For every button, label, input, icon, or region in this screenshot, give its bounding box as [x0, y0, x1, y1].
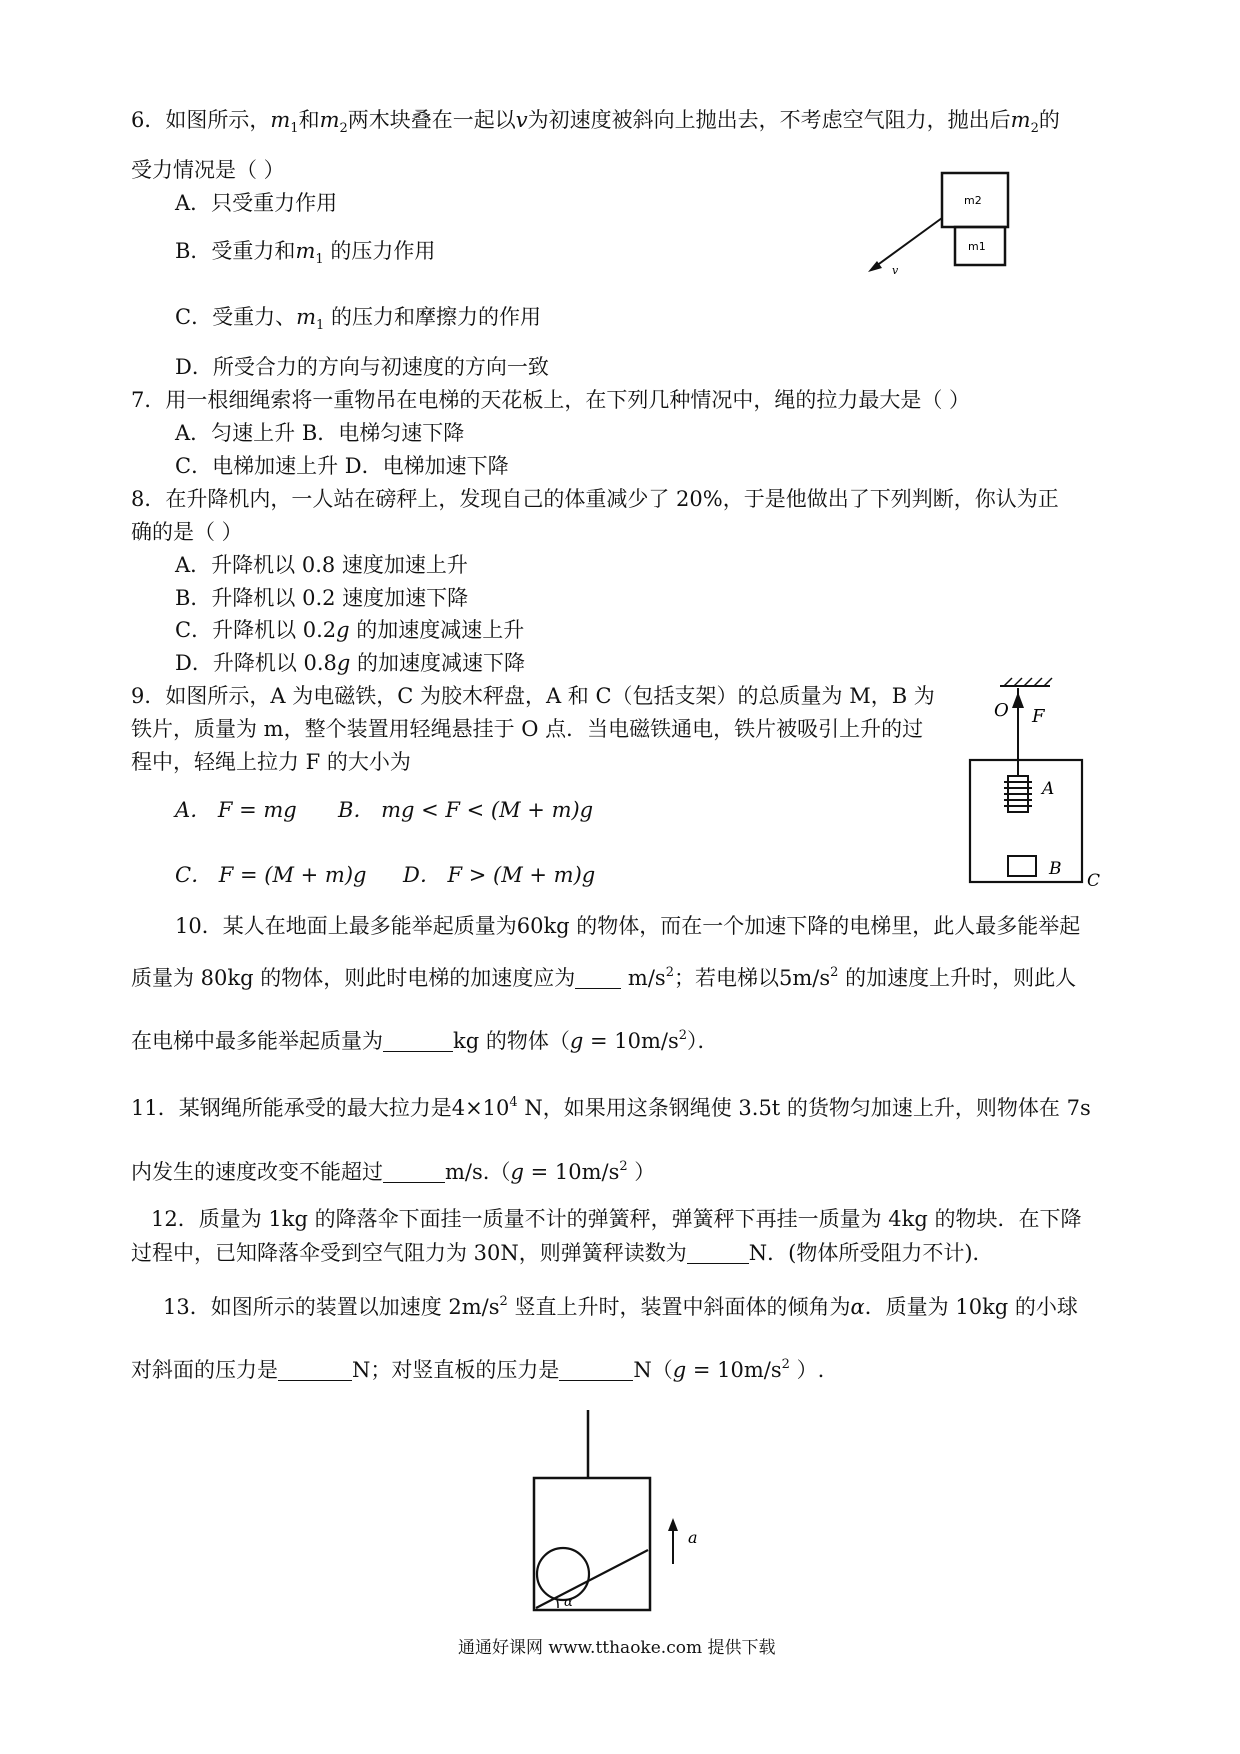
q7-stem: 7．用一根细绳索将一重物吊在电梯的天花板上，在下列几种情况中，绳的拉力最大是（ ）: [131, 388, 971, 412]
frame-c: [970, 760, 1082, 882]
block-m1-label: m1: [968, 240, 986, 253]
q9-option-c: C． F = (M + m)g: [175, 863, 367, 887]
velocity-arrow-line: [872, 218, 942, 269]
q6-option-d: D．所受合力的方向与初速度的方向一致: [175, 355, 549, 379]
q6-figure: [860, 170, 1020, 280]
q9-stem-line2: 铁片，质量为 m，整个装置用轻绳悬挂于 O 点．当电磁铁通电，铁片被吸引上升的过: [131, 717, 924, 741]
q6-stem-line1: 6．如图所示，$m_1$和$m_2$两木块叠在一起以v为初速度被斜向上抛出去，不考虑空气阻力，抛出后$m_2$的: [131, 108, 1060, 136]
page-footer: 通通好课网 www.tthaoke.com 提供下载: [458, 1638, 776, 1658]
frame-c-label: C: [1087, 871, 1101, 891]
q7-options-cd: C．电梯加速上升 D．电梯加速下降: [175, 454, 509, 478]
velocity-arrow-label: v: [892, 264, 899, 277]
q8-option-c: C．升降机以 0.2g 的加速度减速上升: [175, 618, 525, 642]
q11-line1: 11．某钢绳所能承受的最大拉力是$4\times 10^4$ N，如果用这条钢绳使 3.5t 的货物匀加速上升，则物体在 7s: [131, 1095, 1091, 1120]
box-frame: [534, 1478, 650, 1610]
q12-line1: 12．质量为 1kg 的降落伞下面挂一质量不计的弹簧秤，弹簧秤下再挂一质量为 4kg 的物块．在下降: [151, 1207, 1082, 1231]
q8-option-d: D．升降机以 0.8g 的加速度减速下降: [175, 651, 526, 675]
q6-option-a: A．只受重力作用: [175, 191, 338, 215]
force-f-label: F: [1032, 706, 1045, 727]
q10-line2: 质量为 80kg 的物体，则此时电梯的加速度应为 $m/s^2$；若电梯以$5m/s^2$ 的加速度上升时，则此人: [131, 965, 1077, 990]
angle-alpha-label: α: [564, 1595, 573, 1610]
q9-stem-line1: 9．如图所示，A 为电磁铁，C 为胶木秤盘，A 和 C（包括支架）的总质量为 M，B 为: [131, 684, 935, 708]
q8-option-b: B．升降机以 0.2 速度加速下降: [175, 586, 469, 610]
electromagnet-a-label: A: [1042, 779, 1055, 799]
incline-surface: [536, 1550, 648, 1608]
q8-stem-line2: 确的是（ ）: [131, 520, 243, 544]
block-m2-label: m2: [964, 194, 982, 207]
q9-option-a: A． F = mg: [175, 798, 297, 822]
q12-blank[interactable]: [687, 1245, 749, 1264]
q11-line2: 内发生的速度改变不能超过 $m/s.(g = 10m/s^2$ ）: [131, 1159, 656, 1184]
q11-blank[interactable]: [383, 1164, 445, 1183]
q10-blank-1[interactable]: [575, 970, 621, 989]
acceleration-a-label: a: [688, 1528, 698, 1547]
q9-figure: [960, 680, 1110, 890]
q12-line2: 过程中，已知降落伞受到空气阻力为 30N，则弹簧秤读数为 N．(物体所受阻力不计)．: [131, 1241, 994, 1265]
q13-line1: 13．如图所示的装置以加速度 $2m/s^2$ 竖直上升时，装置中斜面体的倾角为α．质量为 10kg 的小球: [163, 1294, 1078, 1319]
q6-option-c: C．受重力、$m_1$ 的压力和摩擦力的作用: [175, 305, 541, 333]
q10-line3: 在电梯中最多能举起质量为 kg 的物体$(g = 10m/s^2)$．: [131, 1028, 719, 1053]
iron-piece-b-label: B: [1049, 859, 1062, 879]
q13-blank-2[interactable]: [559, 1362, 633, 1381]
acceleration-arrowhead: [668, 1518, 678, 1531]
q10-blank-2[interactable]: [383, 1033, 453, 1052]
q6-stem-line2: 受力情况是（ ）: [131, 158, 285, 182]
q7-options-ab: A．匀速上升 B．电梯匀速下降: [175, 421, 465, 445]
q9-option-d: D． F > (M + m)g: [403, 863, 596, 887]
ball: [537, 1548, 589, 1600]
q13-blank-1[interactable]: [278, 1362, 352, 1381]
q9-stem-line3: 程中，轻绳上拉力 F 的大小为: [131, 750, 411, 774]
q6-option-b: B．受重力和$m_1$ 的压力作用: [175, 239, 436, 267]
iron-piece-b: [1008, 856, 1036, 876]
q13-figure: [520, 1410, 740, 1620]
point-o-label: O: [994, 700, 1009, 721]
q8-option-a: A．升降机以 0.8 速度加速上升: [175, 553, 468, 577]
q9-option-b: B． mg < F < (M + m)g: [338, 798, 594, 822]
q8-stem-line1: 8．在升降机内，一人站在磅秤上，发现自己的体重减少了 20%，于是他做出了下列判断，你认为正: [131, 487, 1059, 511]
q10-line1: 10．某人在地面上最多能举起质量为60kg 的物体，而在一个加速下降的电梯里，此人最多能举起: [175, 914, 1081, 938]
q13-line2: 对斜面的压力是 N；对竖直板的压力是 $N(g = 10m/s^2$ ）.: [131, 1357, 825, 1382]
force-arrowhead: [1012, 692, 1024, 708]
